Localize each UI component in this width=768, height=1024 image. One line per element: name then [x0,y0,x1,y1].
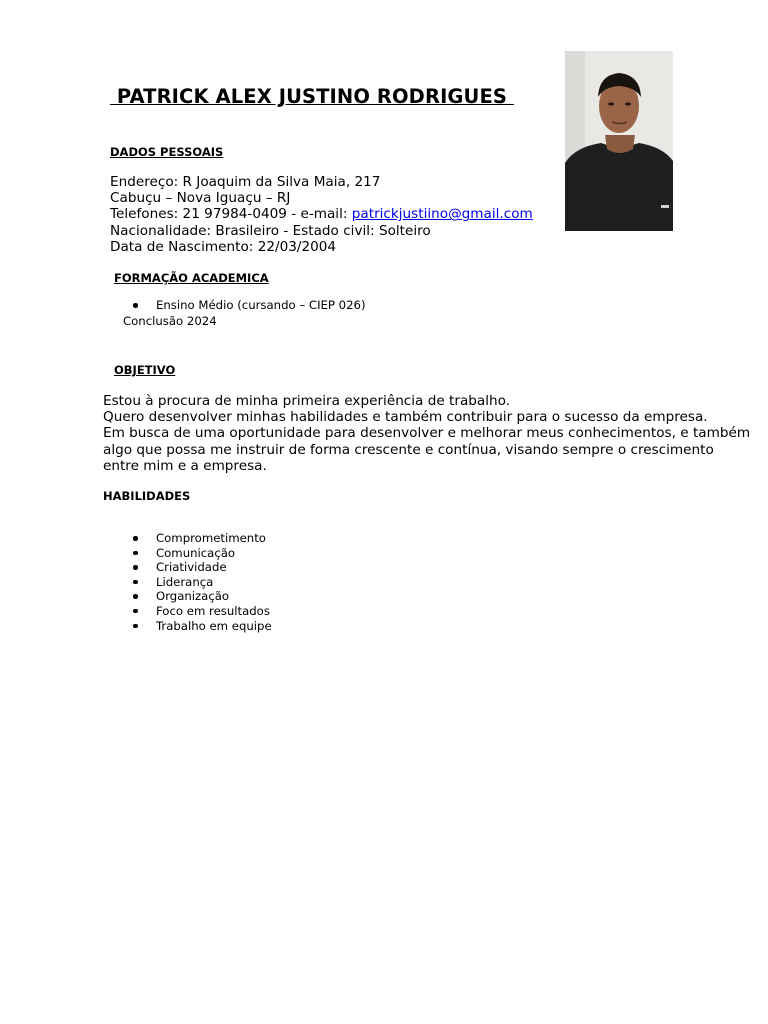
objective-line: Em busca de uma oportunidade para desenvolver e melhorar meus conhecimentos, e também [103,425,751,442]
skills-list [156,531,272,633]
education-list [156,298,366,313]
list-item: Foco em resultados [156,604,272,619]
objective-line: Quero desenvolver minhas habilidades e também contribuir para o sucesso da empresa. [103,409,708,426]
list-item: Comprometimento [156,531,272,546]
personal-data-heading: DADOS PESSOAIS [110,145,224,159]
person-photo-illustration [565,51,673,231]
bullet-icon [133,594,138,599]
bullet-icon [133,609,138,614]
bullet-icon [133,303,138,308]
contact-line [110,206,533,222]
bullet-icon [133,551,138,556]
list-item: Comunicação [156,546,272,561]
city-line: Cabuçu – Nova Iguaçu – RJ [110,190,291,207]
bullet-icon [133,624,138,629]
birth-date-line: Data de Nascimento: 22/03/2004 [110,238,337,255]
nationality-line: Nacionalidade: Brasileiro - Estado civil: Solteiro [110,222,431,239]
objective-line: entre mim e a empresa. [103,457,267,474]
objective-line: Estou à procura de minha primeira experiência de trabalho. [103,393,511,409]
list-item: Ensino Médio (cursando – CIEP 026) [156,298,366,313]
education-heading: FORMAÇÃO ACADEMICA [114,271,269,285]
list-item: Trabalho em equipe [156,619,272,634]
bullet-icon [133,580,138,585]
objective-heading: OBJETIVO [114,363,176,377]
bullet-icon [133,565,138,570]
bullet-icon [133,536,138,541]
objective-line: algo que possa me instruir de forma crescente e contínua, visando sempre o crescimento [103,441,714,458]
personal-data-block [110,174,533,255]
conclusion-year: Conclusão 2024 [123,314,217,328]
address-line: Endereço: R Joaquim da Silva Maia, 217 [110,174,381,190]
candidate-name: PATRICK ALEX JUSTINO RODRIGUES [110,85,514,108]
list-item: Organização [156,589,272,604]
email-link[interactable]: patrickjustiino@gmail.com [351,206,533,223]
list-item: Criatividade [156,560,272,575]
phone-text: Telefones: 21 97984-0409 - e-mail: [110,206,352,223]
list-item: Liderança [156,575,272,590]
skills-heading: HABILIDADES [103,489,191,503]
objective-text [103,393,750,474]
profile-photo [565,51,673,231]
